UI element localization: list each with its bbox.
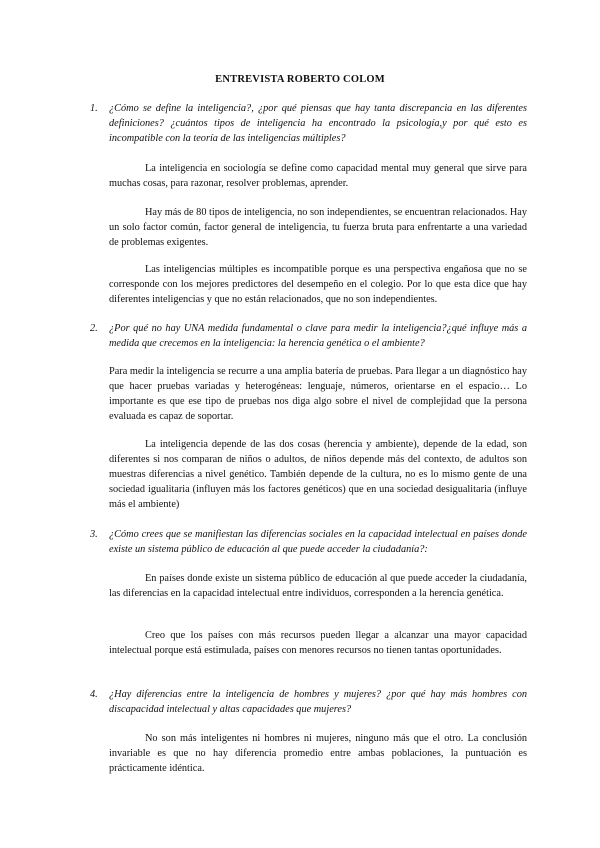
question-number: 1. — [90, 103, 98, 114]
question-number: 4. — [90, 689, 98, 700]
answer-paragraph: La inteligencia en sociología se define como capacidad mental muy general que sirve para muchas cosas, para razonar, resolver problemas, aprender. — [109, 163, 527, 189]
answer-paragraph: La inteligencia depende de las dos cosas (herencia y ambiente), depende de la edad, son diferentes si nos comparan de niños o adultos, de niños depende más del contexto, de adultos son muestras diferencias a nivel genético. También depende de la cultura, no es lo mismo gente de una sociedad igualitaria (influyen más los factores genéticos) que en una sociedad desigualitaria (influye más el ambiente) — [109, 439, 527, 510]
answer-paragraph: Hay más de 80 tipos de inteligencia, no son independientes, se encuentran relacionados. Hay un solo factor común, factor general de inteligencia, tu fuerza bruta para enfrentarte a una variedad de problemas exigentes. — [109, 207, 528, 248]
answer-paragraph: Creo que los países con más recursos pueden llegar a alcanzar una mayor capacidad intelectual porque está estimulada, países con menores recursos no tienen tantas oportunidades. — [109, 630, 527, 656]
question-3: ¿Cómo crees que se manifiestan las diferencias sociales en la capacidad intelectual en países donde existe un sistema público de educación al que puede acceder la ciudadanía?: — [109, 529, 527, 555]
answer-paragraph: Para medir la inteligencia se recurre a una amplia batería de pruebas. Para llegar a un diagnóstico hay que hacer pruebas variadas y heterogéneas: lenguaje, números, orientarse en el espacio… Lo importante es que ese tipo de pruebas nos diga algo sobre el nivel de complejidad que la persona evaluada es capaz de soportar. — [109, 366, 527, 422]
question-1: ¿Cómo se define la inteligencia?, ¿por qué piensas que hay tanta discrepancia en las diferentes definiciones? ¿cuántos tipos de inteligencia ha encontrado la psicología,y por qué esto es incompatible con la teoría de las inteligencias múltiples? — [109, 103, 527, 144]
document-title: ENTREVISTA ROBERTO COLOM — [215, 74, 385, 85]
answer-paragraph: No son más inteligentes ni hombres ni mujeres, ninguno más que el otro. La conclusión invariable es que no hay diferencia promedio entre ambas poblaciones, la puntuación es prácticamente idéntica. — [109, 733, 527, 774]
answer-paragraph: En países donde existe un sistema público de educación al que puede acceder la ciudadanía, las diferencias en la capacidad intelectual entre individuos, corresponden a la herencia genética. — [109, 573, 527, 599]
question-number: 3. — [90, 529, 98, 540]
question-2: ¿Por qué no hay UNA medida fundamental o clave para medir la inteligencia?¿qué influye más a medida que crecemos en la inteligencia: la herencia genética o el ambiente? — [109, 323, 527, 349]
answer-paragraph: Las inteligencias múltiples es incompatible porque es una perspectiva engañosa que no se corresponde con los mejores predictores del desempeño en el colegio. Por lo que esta dice que hay diferentes inteligencias y que no están relacionados, que no son independientes. — [109, 264, 527, 305]
question-number: 2. — [90, 323, 98, 334]
question-4: ¿Hay diferencias entre la inteligencia de hombres y mujeres? ¿por qué hay más hombres con discapacidad intelectual y altas capacidades que mujeres? — [109, 689, 527, 715]
